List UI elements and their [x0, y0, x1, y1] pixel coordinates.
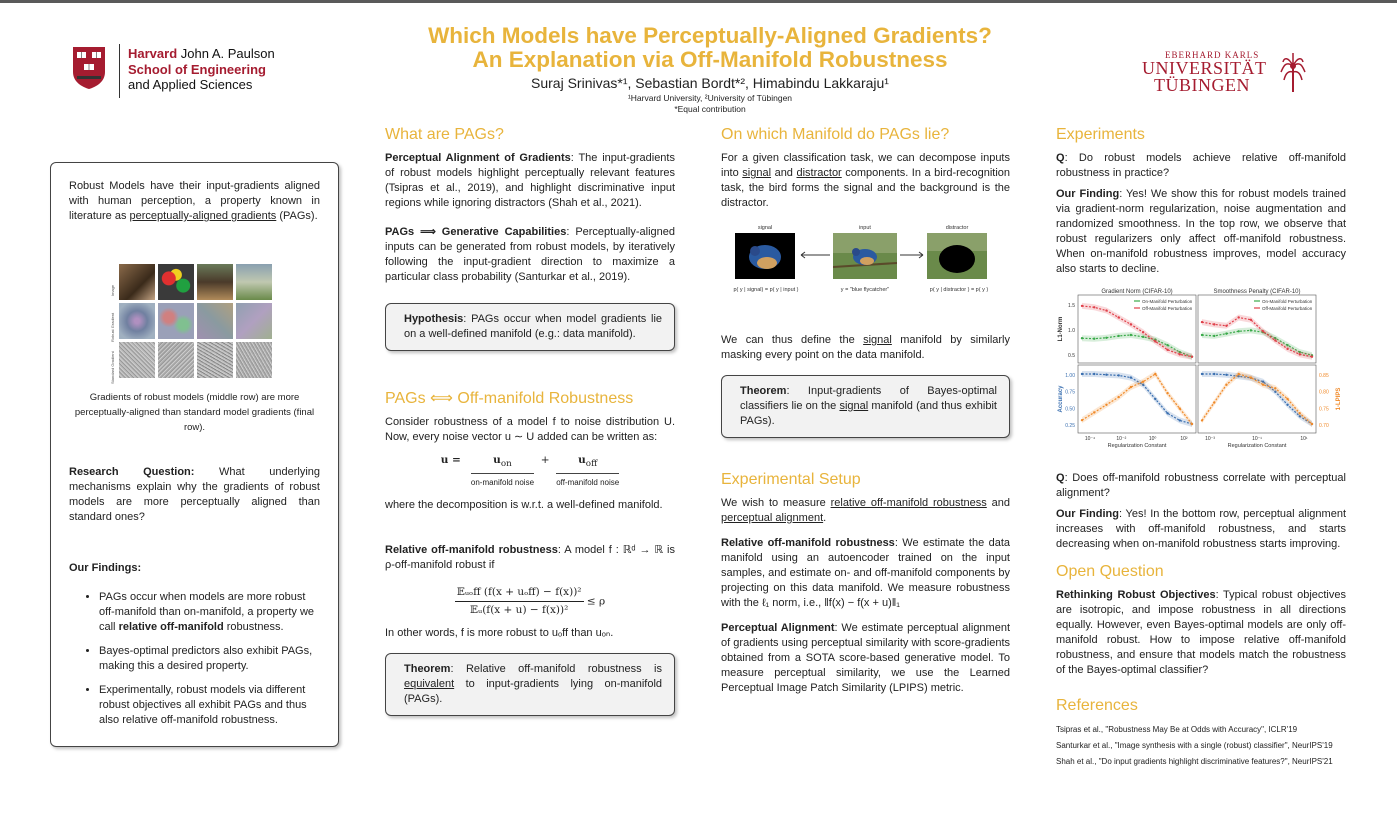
x-tick-label: 10⁻³ [1205, 436, 1215, 442]
y-tick-label: 1.0 [1068, 328, 1075, 334]
data-point [1299, 353, 1301, 355]
section-title-experiments: Experiments [1056, 126, 1145, 143]
signal-manifold-paragraph: We can thus define the signal manifold by similarly masking every point on the data manifold. [721, 334, 1010, 361]
data-point [1130, 386, 1132, 388]
data-point [1081, 373, 1083, 375]
data-point [1201, 373, 1203, 375]
open-question-paragraph: Rethinking Robust Objectives: Typical robust objectives are isotropic, and impose robustness in all directions equally. However, even Bayes-optimal models are only off-manifold robust. How to impose relative off-manifold robustness, and ensure that models match the robustness of the Bayes-optimal classifier? [1056, 589, 1346, 676]
data-point [1154, 340, 1156, 342]
top-border [0, 0, 1397, 3]
data-point [1262, 384, 1264, 386]
theorem-box-2: Theorem: Input-gradients of Bayes-optimal classifiers lie on the signal manifold (and thus exhibit PAGs). [721, 375, 1010, 438]
data-point [1311, 355, 1313, 357]
y-tick-label: 0.5 [1068, 353, 1075, 359]
data-point [1179, 407, 1181, 409]
data-point [1117, 374, 1119, 376]
legend-label: On-Manifold Perturbation [1262, 299, 1313, 304]
x-tick-label: 10⁻² [1116, 436, 1127, 442]
section-title-pags: What are PAGs? [385, 126, 504, 143]
finding-item: • Bayes-optimal predictors also exhibit PAGs, making this a desired property. [99, 644, 320, 674]
y-tick-label: 1.5 [1068, 303, 1075, 309]
data-point [1142, 380, 1144, 382]
data-point [1237, 373, 1239, 375]
data-point [1081, 337, 1083, 339]
standard-gradient-image [236, 342, 272, 378]
data-point [1105, 404, 1107, 406]
data-point [1105, 374, 1107, 376]
figure-caption: Gradients of robust models (middle row) are more perceptually-aligned than standard model gradients (final row). [74, 392, 315, 433]
robustness-intro: Consider robustness of a model f to noise distribution U. Now, every noise vector u ∼ U added can be written as: [385, 416, 675, 443]
data-point [1093, 306, 1095, 308]
standard-gradient-image [119, 342, 155, 378]
plot-title: Smoothness Penalty (CIFAR-10) [1213, 289, 1301, 295]
arrow-right-icon [899, 251, 925, 259]
y-tick-label: 0.70 [1319, 423, 1329, 429]
robust-gradient-image [197, 303, 233, 339]
gradient-figure [109, 264, 275, 384]
section-title-manifold: On which Manifold do PAGs lie? [721, 126, 950, 143]
section-title-references: References [1056, 697, 1138, 714]
robust-gradient-image [158, 303, 194, 339]
input-image [833, 233, 897, 279]
data-point [1225, 374, 1227, 376]
harvard-wordmark: Harvard John A. Paulson School of Engineering and Applied Sciences [128, 46, 275, 92]
sample-image [236, 264, 272, 300]
data-point [1237, 316, 1239, 318]
y-tick-label: 0.50 [1065, 406, 1075, 413]
plot-title: Gradient Norm (CIFAR-10) [1101, 289, 1173, 295]
data-point [1201, 334, 1203, 336]
relative-robustness-equation: $\frac{\text{𝔼ᵤₒff (f(x + uₒff) − f(x))²}}{\text{𝔼ᵤ(f(x + u) − f(x))²}}$ ≤ ρ [456, 586, 606, 617]
poster-title: Which Models have Perceptually-Aligned Gradients? An Explanation via Off-Manifold Robustness [428, 23, 992, 72]
noise-decomposition-equation: u = $u_{on}$ on-manifold noise + $u_{off}$ off-manifold noise [385, 453, 675, 490]
data-point [1213, 323, 1215, 325]
rom-paragraph: Relative off-manifold robustness: We estimate the data manifold using an autoencoder trained on the input samples, and estimate on- and off-manifold components by projecting on this data manifold. We measure robustness with the ℓ₁ norm, i.e., ‖f(x) − f(x + u)‖₁ [721, 537, 1011, 609]
data-point [1081, 419, 1083, 421]
data-point [1201, 321, 1203, 323]
reference-item: Shah et al., "Do input gradients highlight discriminative features?", NeurIPS'21 [1056, 757, 1333, 766]
y-tick-label: 0.75 [1319, 406, 1329, 413]
legend-label: Off-Manifold Perturbation [1142, 306, 1193, 311]
data-point [1117, 316, 1119, 318]
section-title-open-question: Open Question [1056, 563, 1164, 580]
data-point [1130, 376, 1132, 378]
y-tick-label: 1.00 [1065, 373, 1075, 379]
y-tick-label: 0.80 [1319, 389, 1329, 396]
data-point [1250, 329, 1252, 331]
hypothesis-box: Hypothesis: PAGs occur when model gradients lie on a well-defined manifold (e.g.: data manifold). [385, 303, 675, 351]
data-point [1105, 309, 1107, 311]
legend-label: Off-Manifold Perturbation [1262, 306, 1313, 311]
legend-label: On-Manifold Perturbation [1142, 299, 1193, 304]
data-point [1213, 373, 1215, 375]
y-tick-label: 0.85 [1319, 373, 1329, 379]
data-point [1311, 423, 1313, 425]
setup-paragraph: We wish to measure relative off-manifold robustness and perceptual alignment. [721, 497, 1010, 524]
summary-panel [50, 162, 339, 747]
x-tick-label: 10¹ [1300, 436, 1308, 442]
y-axis-label: L1-Norm [1058, 316, 1064, 342]
palm-tree-icon [1280, 52, 1306, 92]
data-point [1142, 331, 1144, 333]
data-point [1299, 412, 1301, 414]
x-tick-label: 10² [1180, 436, 1188, 442]
section-title-setup: Experimental Setup [721, 471, 861, 488]
data-point [1274, 339, 1276, 341]
data-point [1213, 401, 1215, 403]
data-point [1142, 336, 1144, 338]
x-tick-label: 10⁻¹ [1252, 436, 1262, 442]
experiment-plots [1056, 285, 1346, 455]
robust-gradient-image [236, 303, 272, 339]
experiment-plots-svg [1056, 285, 1346, 455]
data-point [1093, 411, 1095, 413]
data-point [1237, 330, 1239, 332]
decomposition-note: where the decomposition is w.r.t. a well-defined manifold. [385, 499, 663, 512]
data-point [1093, 337, 1095, 339]
x-tick-label: 10⁻⁴ [1084, 436, 1096, 442]
standard-gradient-image [197, 342, 233, 378]
data-point [1250, 376, 1252, 378]
signal-image [735, 233, 795, 279]
column-2 [721, 125, 1010, 702]
data-point [1093, 373, 1095, 375]
x-tick-label: 10⁰ [1148, 436, 1157, 442]
data-point [1179, 419, 1181, 421]
other-words-text: In other words, f is more robust to uₒff than uₒₙ. [385, 627, 614, 640]
data-point [1191, 355, 1193, 357]
data-point [1286, 348, 1288, 350]
data-point [1191, 423, 1193, 425]
data-point [1154, 373, 1156, 375]
y-tick-label: 0.25 [1065, 423, 1075, 429]
data-point [1225, 384, 1227, 386]
finding-item: • Experimentally, robust models via different robust objectives all exhibit PAGs and thus also relative off-manifold robustness. [99, 683, 320, 728]
affiliations: ¹Harvard University, ²University of Tübingen *Equal contribution [627, 93, 793, 114]
data-point [1225, 332, 1227, 334]
data-point [1213, 335, 1215, 337]
finding-1: Our Finding: Yes! We show this for robust models trained via gradient-norm regularization, noise augmentation and randomized smoothness. In the top row, we observe that robust regularizers only affect off-manifold robustness. When on-manifold robustness improves, model accuracy also starts to decline. [1056, 188, 1346, 275]
finding-2: Our Finding: Yes! In the bottom row, perceptual alignment increases with off-manifold robustness, and starts decreasing when on-manifold robustness starts improving. [1056, 508, 1346, 550]
sample-image [197, 264, 233, 300]
data-point [1130, 334, 1132, 336]
sample-image [119, 264, 155, 300]
x-axis-label: Regularization Constant [1227, 443, 1287, 449]
column-3 [1056, 125, 1346, 770]
harvard-shield-icon [72, 46, 106, 90]
findings-title: Our Findings: [69, 562, 142, 574]
intro-text: Robust Models have their input-gradients aligned with human perception, a property known in literature as perceptually-aligned gradients (PAGs). [69, 180, 320, 222]
data-point [1117, 396, 1119, 398]
x-axis-label: Regularization Constant [1107, 443, 1167, 449]
data-point [1166, 392, 1168, 394]
column-1 [385, 125, 675, 716]
arrow-left-icon [799, 251, 831, 259]
relative-robustness-definition: Relative off-manifold robustness: A model f : ℝᵈ → ℝ is ρ-off-manifold robust if [385, 544, 675, 572]
row-label-robust: Robust Gradient [109, 312, 115, 342]
data-point [1154, 398, 1156, 400]
y-tick-label: 0.75 [1065, 389, 1075, 396]
pa-paragraph: Perceptual Alignment of Gradients: The input-gradients of robust models highlight perceptually relevant features (Tsipras et al., 2019), and highlight discriminative input regions while ignoring distractors (Shah et al., 2021). [385, 152, 675, 209]
section-title-off-manifold: PAGs ⟺ Off-manifold Robustness [385, 390, 634, 407]
data-point [1286, 398, 1288, 400]
reference-list [1056, 722, 1346, 770]
y-axis-label: 1-LPIPS [1336, 387, 1342, 411]
data-point [1130, 323, 1132, 325]
data-point [1286, 404, 1288, 406]
data-point [1081, 305, 1083, 307]
row-label-standard: Standard Gradient [109, 351, 115, 384]
findings-list [99, 590, 320, 728]
y-axis-label: Accuracy [1058, 385, 1064, 413]
harvard-logo [72, 44, 282, 100]
sample-image [158, 264, 194, 300]
data-point [1105, 337, 1107, 339]
data-point [1262, 330, 1264, 332]
distractor-image [927, 233, 987, 279]
data-point [1166, 344, 1168, 346]
reference-item: Santurkar et al., "Image synthesis with a single (robust) classifier", NeurIPS'19 [1056, 741, 1333, 750]
harvard-divider [119, 44, 120, 98]
theorem-box-1: Theorem: Relative off-manifold robustness is equivalent to input-gradients lying on-manifold (PAGs). [385, 653, 675, 716]
finding-item: • PAGs occur when models are more robust off-manifold than on-manifold, a property we call relative off-manifold robustness. [99, 590, 320, 635]
data-point [1117, 335, 1119, 337]
alignment-paragraph: Perceptual Alignment: We estimate perceptual alignment of gradients using perceptual similarity with score-gradients obtained from a SOTA score-based generative model. To measure perceptual similarity, we use the Learned Perceptual Image Patch Similarity (LPIPS) metric. [721, 622, 1011, 694]
data-point [1179, 353, 1181, 355]
signal-distractor-figure: signal input distractor p( y | signal) = p( y | input ) y = "blue flycatcher" p( y | distractor ) = p( y ) [733, 225, 989, 293]
data-point [1166, 412, 1168, 414]
robust-gradient-image [119, 303, 155, 339]
data-point [1225, 325, 1227, 327]
standard-gradient-image [158, 342, 194, 378]
reference-item: Tsipras et al., "Robustness May Be at Odds with Accuracy", ICLR'19 [1056, 725, 1298, 734]
manifold-paragraph: For a given classification task, we can decompose inputs into signal and distractor components. In a bird-recognition task, the bird forms the signal and the background is the distractor. [721, 152, 1010, 209]
tuebingen-logo: EBERHARD KARLS UNIVERSITÄT TÜBINGEN [1140, 50, 1320, 100]
authors: Suraj Srinivas*¹, Sebastian Bordt*², Himabindu Lakkaraju¹ [531, 75, 889, 91]
research-question: Research Question: What underlying mechanisms explain why the gradients of robust models are more perceptually aligned than standard ones? [69, 466, 321, 523]
generative-paragraph: PAGs ⟹ Generative Capabilities: Perceptually-aligned inputs can be generated from robust models, by iteratively following the input-gradient direction to maximize a particular class probability (Santurkar et al., 2019). [385, 226, 675, 283]
question-1: Q: Do robust models achieve relative off-manifold robustness in practice? [1056, 152, 1346, 179]
data-point [1201, 419, 1203, 421]
question-2: Q: Does off-manifold robustness correlate with perceptual alignment? [1056, 472, 1346, 499]
data-point [1250, 319, 1252, 321]
data-point [1166, 349, 1168, 351]
row-label-image: Image [109, 284, 115, 296]
data-point [1274, 387, 1276, 389]
